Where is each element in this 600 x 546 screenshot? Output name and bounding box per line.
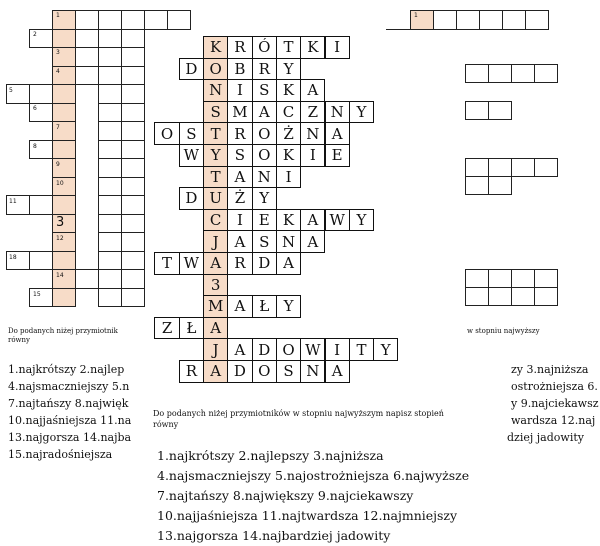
back-grid-cell	[121, 29, 145, 49]
password-cell: T	[203, 122, 228, 145]
back-grid-cell	[465, 64, 489, 83]
answer-cell: E	[325, 144, 350, 167]
front-list-line: 1.najkrótszy 2.najlepszy 3.najniższa	[157, 448, 384, 463]
back-grid-cell	[98, 158, 122, 178]
answer-cell: A	[300, 230, 325, 253]
back-grid-cell	[98, 232, 122, 252]
back-grid-cell	[488, 287, 512, 306]
answer-cell: D	[252, 338, 277, 361]
back-grid-cell	[52, 288, 76, 308]
answer-cell: A	[252, 101, 277, 124]
answer-cell: S	[252, 79, 277, 102]
answer-cell: A	[227, 338, 252, 361]
back-list-line: 13.najgorsza 14.najba	[8, 431, 132, 444]
back-list-right-line: y 9.najciekawsz	[511, 397, 599, 410]
back-grid-cell	[98, 195, 122, 215]
answer-cell: A	[276, 252, 301, 275]
back-clue-number: 7	[56, 124, 60, 131]
back-list-line: 10.najjaśniejsza 11.na	[8, 414, 132, 427]
answer-cell: E	[252, 209, 277, 232]
password-cell: T	[203, 166, 228, 189]
back-clue-number: 18	[9, 254, 17, 261]
back-grid-cell	[98, 177, 122, 197]
password-cell: N	[203, 79, 228, 102]
back-grid-cell	[52, 251, 76, 271]
answer-cell: K	[276, 209, 301, 232]
back-grid-cell	[465, 176, 489, 195]
back-grid-cell	[511, 64, 535, 83]
answer-cell: I	[300, 144, 325, 167]
back-grid-cell	[29, 84, 53, 104]
back-grid-cell	[121, 269, 145, 289]
back-clue-number: 10	[56, 180, 64, 187]
back-grid-cell	[488, 158, 512, 177]
back-grid-cell	[534, 158, 558, 177]
back-clue-number: 4	[56, 68, 60, 75]
back-grid-cell	[75, 10, 99, 30]
back-grid-cell	[488, 269, 512, 288]
front-instruction-line2: równy	[153, 420, 179, 429]
back-grid-cell	[121, 140, 145, 160]
back-grid-cell	[29, 251, 53, 271]
answer-cell: N	[300, 122, 325, 145]
front-instruction: Do podanych niżej przymiotników w stopniu najwyższym napisz stopień	[153, 409, 444, 418]
answer-cell: O	[276, 338, 301, 361]
back-grid-cell	[167, 10, 191, 30]
answer-cell: R	[227, 122, 252, 145]
back-grid-cell	[52, 140, 76, 160]
answer-cell: D	[227, 360, 252, 383]
password-cell: K	[203, 36, 228, 59]
answer-cell: R	[227, 36, 252, 59]
back-grid-cell	[98, 251, 122, 271]
answer-cell: K	[276, 144, 301, 167]
answer-cell: I	[227, 209, 252, 232]
back-grid-cell	[98, 66, 122, 86]
back-instruction: Do podanych niżej przymiotnik	[8, 327, 118, 335]
password-cell: A	[203, 252, 228, 275]
answer-cell: I	[325, 36, 350, 59]
password-cell: 3	[203, 274, 228, 297]
back-grid-cell	[121, 47, 145, 67]
answer-cell: Ż	[276, 122, 301, 145]
answer-cell: W	[325, 209, 350, 232]
answer-cell: K	[300, 36, 325, 59]
front-list-line: 7.najtańszy 8.największy 9.najciekawszy	[157, 488, 414, 503]
back-grid-cell	[121, 158, 145, 178]
answer-cell: A	[300, 209, 325, 232]
back-clue-number: 2	[33, 31, 37, 38]
answer-cell: Z	[154, 317, 179, 340]
answer-cell: I	[227, 79, 252, 102]
back-grid-cell	[121, 288, 145, 308]
back-grid-cell	[488, 64, 512, 83]
back-grid-cell	[121, 232, 145, 252]
back-grid-cell	[52, 195, 76, 215]
answer-cell: N	[276, 230, 301, 253]
answer-cell: Ż	[227, 187, 252, 210]
answer-cell: Y	[276, 295, 301, 318]
back-instruction-right: w stopniu najwyższy	[467, 327, 540, 335]
back-grid-line	[386, 29, 410, 30]
back-list-right-line: dziej jadowity	[507, 431, 584, 444]
back-clue-number: 3	[56, 215, 65, 230]
back-grid-cell	[75, 269, 99, 289]
answer-cell: M	[227, 101, 252, 124]
answer-cell: S	[227, 144, 252, 167]
password-cell: C	[203, 209, 228, 232]
back-list-right-line: wardsza 12.naj	[511, 414, 596, 427]
answer-cell: R	[179, 360, 204, 383]
back-grid-cell	[121, 251, 145, 271]
back-grid-cell	[525, 10, 549, 30]
password-cell: A	[203, 317, 228, 340]
answer-cell: N	[252, 166, 277, 189]
back-grid-cell	[98, 214, 122, 234]
back-grid-cell	[465, 158, 489, 177]
back-grid-cell	[98, 121, 122, 141]
back-grid-cell	[456, 10, 480, 30]
back-grid-cell	[488, 176, 512, 195]
answer-cell: I	[325, 338, 350, 361]
back-grid-cell	[121, 10, 145, 30]
back-list-line: 1.najkrótszy 2.najlep	[8, 363, 125, 376]
answer-cell: K	[276, 79, 301, 102]
answer-cell: O	[154, 122, 179, 145]
back-grid-cell	[75, 66, 99, 86]
back-grid-cell	[465, 269, 489, 288]
back-grid-cell	[479, 10, 503, 30]
back-grid-cell	[534, 287, 558, 306]
back-grid-cell	[121, 103, 145, 123]
password-cell: J	[203, 230, 228, 253]
back-grid-cell	[511, 158, 535, 177]
back-list-right-line: zy 3.najniższa	[511, 363, 589, 376]
back-grid-cell	[98, 288, 122, 308]
back-grid-cell	[75, 47, 99, 67]
answer-cell: A	[325, 360, 350, 383]
back-grid-cell	[121, 66, 145, 86]
answer-cell: Y	[349, 101, 374, 124]
answer-cell: I	[276, 166, 301, 189]
back-grid-cell	[511, 269, 535, 288]
answer-cell: Y	[349, 209, 374, 232]
answer-cell: Ł	[179, 317, 204, 340]
password-cell: A	[203, 360, 228, 383]
answer-cell: Z	[300, 101, 325, 124]
back-grid-cell	[52, 103, 76, 123]
back-grid-cell	[29, 195, 53, 215]
back-grid-cell	[52, 84, 76, 104]
back-clue-number: 8	[33, 143, 37, 150]
back-clue-number: 6	[33, 105, 37, 112]
back-grid-cell	[98, 29, 122, 49]
answer-cell: R	[227, 252, 252, 275]
password-cell: M	[203, 295, 228, 318]
back-grid-cell	[534, 64, 558, 83]
back-grid-cell	[534, 269, 558, 288]
back-grid-cell	[98, 140, 122, 160]
answer-cell: D	[179, 58, 204, 81]
answer-cell: Y	[276, 58, 301, 81]
front-list-line: 4.najsmaczniejszy 5.najostrożniejsza 6.najwyższe	[157, 468, 470, 483]
front-list-line: 13.najgorsza 14.najbardziej jadowity	[157, 528, 391, 543]
answer-cell: T	[349, 338, 374, 361]
answer-cell: Ł	[252, 295, 277, 318]
back-clue-number: 9	[56, 161, 60, 168]
answer-cell: N	[325, 101, 350, 124]
answer-cell: Y	[373, 338, 398, 361]
back-grid-cell	[98, 10, 122, 30]
back-grid-cell	[121, 214, 145, 234]
answer-cell: T	[276, 36, 301, 59]
answer-cell: C	[276, 101, 301, 124]
answer-cell: D	[179, 187, 204, 210]
answer-cell: A	[227, 166, 252, 189]
password-cell: O	[203, 58, 228, 81]
answer-cell: S	[179, 122, 204, 145]
password-cell: Y	[203, 144, 228, 167]
answer-cell: W	[179, 144, 204, 167]
back-clue-number: 14	[56, 272, 64, 279]
answer-cell: N	[300, 360, 325, 383]
front-list-line: 10.najjaśniejsza 11.najtwardsza 12.najmniejszy	[157, 508, 458, 523]
back-clue-number: 12	[56, 235, 64, 242]
answer-cell: D	[252, 252, 277, 275]
back-grid-cell	[465, 101, 489, 120]
answer-cell: T	[154, 252, 179, 275]
password-cell: S	[203, 101, 228, 124]
answer-cell: A	[227, 295, 252, 318]
back-clue-number: 15	[33, 291, 41, 298]
back-grid-cell	[121, 121, 145, 141]
back-right-clue-number: 1	[414, 12, 418, 19]
back-clue-number: 11	[9, 198, 17, 205]
back-list-line: 15.najradośniejsza	[8, 448, 113, 461]
answer-cell: Ó	[252, 36, 277, 59]
password-cell: J	[203, 338, 228, 361]
back-list-right-line: ostrożniejsza 6.	[511, 380, 598, 393]
back-grid-cell	[98, 84, 122, 104]
answer-cell: B	[227, 58, 252, 81]
back-grid-cell	[465, 287, 489, 306]
back-list-line: 7.najtańszy 8.najwięk	[8, 397, 129, 410]
answer-cell: O	[252, 144, 277, 167]
back-grid-cell	[98, 103, 122, 123]
back-grid-cell	[98, 47, 122, 67]
answer-cell: A	[325, 122, 350, 145]
back-grid-cell	[121, 84, 145, 104]
answer-cell: Y	[252, 187, 277, 210]
answer-cell: R	[252, 58, 277, 81]
answer-cell: S	[276, 360, 301, 383]
back-grid-cell	[502, 10, 526, 30]
back-instruction-line2: równy	[8, 336, 31, 344]
answer-cell: A	[300, 79, 325, 102]
password-cell: U	[203, 187, 228, 210]
answer-cell: S	[252, 230, 277, 253]
back-grid-cell	[433, 10, 457, 30]
back-grid-cell	[52, 29, 76, 49]
back-grid-cell	[511, 287, 535, 306]
back-grid-cell	[144, 10, 168, 30]
back-clue-number: 3	[56, 49, 60, 56]
answer-cell: O	[252, 360, 277, 383]
back-clue-number: 1	[56, 12, 60, 19]
back-grid-cell	[121, 177, 145, 197]
answer-cell: O	[252, 122, 277, 145]
back-list-line: 4.najsmaczniejszy 5.n	[8, 380, 130, 393]
answer-cell: W	[179, 252, 204, 275]
back-clue-number: 5	[9, 87, 13, 94]
answer-cell: W	[300, 338, 325, 361]
back-grid-cell	[121, 195, 145, 215]
answer-cell: A	[227, 230, 252, 253]
back-grid-cell	[488, 101, 512, 120]
back-grid-cell	[98, 269, 122, 289]
